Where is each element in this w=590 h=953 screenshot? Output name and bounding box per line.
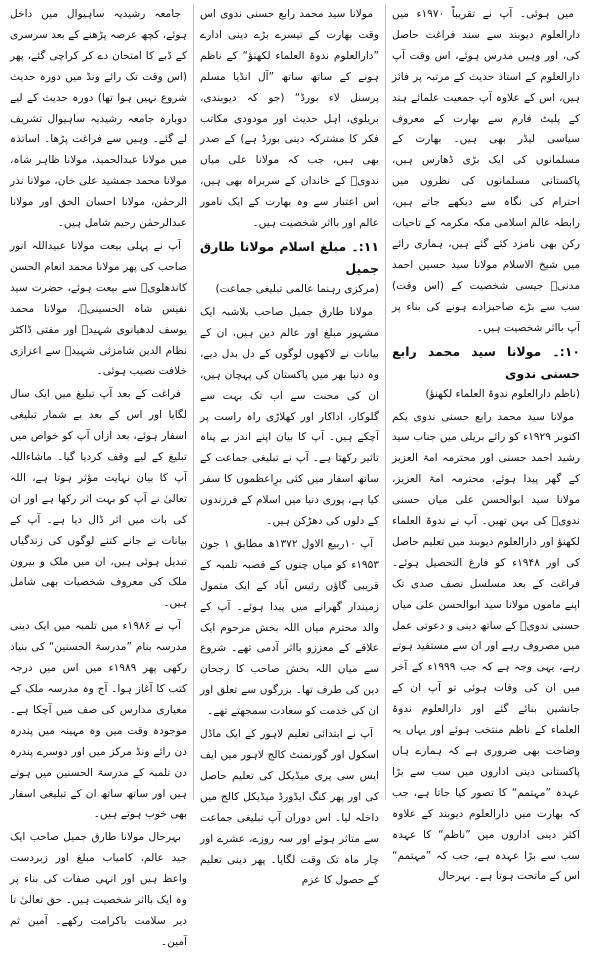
section-subheading: (ناظم دارالعلوم ندوۃ العلماء لکھنؤ)	[425, 387, 580, 400]
paragraph: آپ نے ۱۹۸۶ء میں تلمبہ میں ایک دینی مدرسہ بنام ”مدرسۃ الحسنین“ کی بنیاد رکھی پھر ۱۹۸۹ء میں اس میں درجہ کتب کا آغاز ہوا۔ آج وہ مدرسہ ملک کے معیاری مدارس کی صف میں آچکا ہے۔ موجودہ وقت میں وہ مہینہ میں پندرہ دن رائے ونڈ مرکز میں اور دوسرے پندرہ دن تلمبہ کے مدرسۃ الحسنین میں ہوتے ہیں اور ساتھ ساتھ ان کے تبلیغی اسفار بھی خوب ہوتے ہیں۔	[10, 620, 187, 821]
paragraph: آپ ۱۰ربیع الاول ۱۳۷۲ھ مطابق ۱ جون ۱۹۵۳ء کو میاں چنوں کے قصبہ تلمبہ کے قریبی گاؤں رئیس آباد کے ایک متمول زمیندار گھرانے میں پیدا ہوئے۔ آپ کے والد محترم میاں اللہ بخش مرحوم ایک علاقے کے معززو بااثر آدمی تھے۔ شروع سے میاں اللہ بخش صاحب کا رجحان دین کی طرف تھا۔ بزرگوں سے تعلق اور ان کی خدمت کو سعادت سمجھتے تھے۔	[200, 537, 379, 718]
paragraph: آپ نے ابتدائی تعلیم لاہور کے ایک ماڈل اسکول اور گورنمنٹ کالج لاہور میں ایف ایس سی پری میڈیکل کی تعلیم حاصل کی اور پھر کنگ ایڈورڈ میڈیکل کالج میں داخلہ لیا۔ اس دوران آپ تبلیغی جماعت سے متاثر ہوئے اور سہ روزے، عشرے اور چار ماہ تک وقت لگایا۔ پھر دینی تعلیم کے حصول کا عزم	[200, 728, 379, 887]
text-column-right	[386, 4, 586, 883]
paragraph: مولانا سید محمد رابع حسنی ندوی یکم اکتوبر ۱۹۲۹ء کو رائے بریلی میں جناب سید رشید احمد حسنی اور محترمہ امۃ العزیز کے گھر پیدا ہوئے، محترمہ امۃ العزیز، مولانا سید ابوالحسن علی میاں حسنی ندویؒ کی بہن تھیں۔ آپ نے ندوۃ العلماء لکھنؤ اور دارالعلوم دیوبند میں تعلیم حاصل کی اور ۱۹۴۸ء کو فارغ التحصیل ہوئے۔ فراغت کے بعد مسلسل نصف صدی تک اپنے ماموں مولانا سید ابوالحسن علی میاں حسنی ندویؒ کے ساتھ دینی و دعوتی عمل میں مصروف رہے اور ان سے مستفید ہوتے رہے، یہی وجہ ہے کہ جب ۱۹۹۹ء کے آخر میں ان کی وفات ہوئی تو آپ ان کے جانشین بنائے گئے اور دارالعلوم ندوۃ العلماء کے ناظم منتخب ہوئے اور یہاں یہ وضاحت بھی ضروری ہے کہ ہمارے ہاں پاکستانی دینی اداروں میں سب سے بڑا عہدہ ”مہتمم“ کا تصور کیا جاتا ہے، جب کہ بھارت میں دارالعلوم دیوبند کے علاوہ اکثر دینی اداروں میں ”ناظم“ کا عہدہ سب سے بڑا عہدہ ہے، جب کہ ”مہتمم“ اس کے ماتحت ہوتا ہے۔ بہرحال	[392, 410, 580, 883]
section-subheading: (مرکزی رہنما عالمی تبلیغی جماعت)	[215, 282, 379, 295]
paragraph: فراغت کے بعد آپ تبلیغ میں ایک سال لگایا اور اس کے بعد بے شمار تبلیغی اسفار ہوئے، بعد ازاں آپ کو خواص میں تبلیغ کے لیے وقف کردیا گیا۔ ماشاءاللہ آپ کا بیان نہایت مؤثر ہوتا ہے، اللہ تعالیٰ نے آپ کو بہت اثر رکھا ہے اور ان کی بات میں اثر ڈال دیا ہے۔ آپ کے بیانات نے جانے کتنے لوگوں کی زندگیاں تبدیل ہوئی ہیں، ان میں ملک و بیرون ملک کی معروف شخصیات بھی شامل ہیں۔	[10, 388, 187, 610]
section-heading: ۱۰:۔ مولانا سید محمد رابع حسنی ندوی	[392, 343, 580, 381]
section-heading: ۱۱:۔ مبلغ اسلام مولانا طارق جمیل	[200, 238, 379, 276]
paragraph: آپ نے پہلی بیعت مولانا عبیداللہ انور صاحب کی پھر مولانا محمد انعام الحسن کاندھلویؒ سے بیعت ہوئے، حضرت سید نفیس شاہ الحسینیؒ، مولانا محمد یوسف لدھیانوی شہیدؒ اور مفتی ڈاکٹر نظام الدین شامزئی شہیدؒ سے اعزازی خلافت نصیب ہوئی۔	[10, 239, 187, 378]
paragraph: مولانا سید محمد رابع حسنی ندوی اس وقت بھارت کے تیسرے بڑے دینی ادارے ”دارالعلوم ندوۃ العلماء لکھنؤ“ کے ناظم ہونے کے ساتھ ساتھ ”آل انڈیا مسلم پرسنل لاء بورڈ“ (جو کہ دیوبندی، بریلوی، اہل حدیث اور مودودی مکاتب فکر کا مشترکہ دینی بورڈ ہے) کے صدر بھی ہیں، جب کہ مولانا علی میاں ندویؒ کے خاندان کے سربراہ بھی ہیں، اس اعتبار سے وہ بھارت کے ایک نامور عالم اور بااثر شخصیت ہیں۔	[200, 8, 379, 230]
paragraph: بہرحال مولانا طارق جمیل صاحب ایک جید عالم، کامیاب مبلغ اور زبردست واعظ ہیں اور انہی صفات کی بناء پر وہ ایک بااثر شخصیت ہیں۔ حق تعالیٰ تا دیر سلامت باکرامت رکھے۔ آمین ثم آمین۔	[10, 831, 187, 948]
paragraph: میں ہوئی۔ آپ نے تقریباً ۱۹۷۰ء میں دارالعلوم دیوبند سے سند فراغت حاصل کی، اور وہیں مدرس ہوئے، اس وقت آپ دارالعلوم کے استاذ حدیث کے مرتبہ پر فائز ہیں، اس کے علاوہ آپ جمعیت علمائے ہند کے پلیٹ فارم سے بھارت کے معروف سیاسی لیڈر بھی ہیں۔ بھارت کے مسلمانوں کی ایک بڑی ڈھارس ہیں، پاکستانی مسلمانوں کی نظروں میں احترام کی نگاہ سے دیکھے جاتے ہیں، رابطہ عالم اسلامی مکہ مکرمہ کے تاحیات رکن بھی نامزد کئے گئے ہیں، ہماری رائے میں شیخ الاسلام مولانا سید حسین احمد مدنیؒ جیسی شخصیت کے (اس وقت) سب سے بڑے صاحبزادے ہونے کی بناء پر آپ بااثر شخصیت ہیں۔	[392, 8, 580, 334]
text-column-middle	[193, 4, 386, 887]
paragraph: جامعہ رشیدیہ ساہیوال میں داخل ہوئے، کچھ عرصہ پڑھنے کے بعد سرسری کے ڈبے کا امتحان دے کر کراچی گئے، پھر (اس وقت تک رائے ونڈ میں دورہ حدیث شروع نہیں ہوا تھا) دورہ حدیث کے لیے دوبارہ جامعہ رشیدیہ ساہیوال تشریف لے گئے۔ وہیں سے فراغت پڑھا۔ اساتذہ میں مولانا عبدالحمید، مولانا ظاہر شاہ، مولانا محمد جمشید علی خان، مولانا نذر الرحمٰن، مولانا احسان الحق اور مولانا عبدالرحمٰن رحیم شامل ہیں۔	[10, 8, 187, 230]
text-column-left	[4, 4, 193, 948]
paragraph: مولانا طارق جمیل صاحب بلاشبہ ایک مشہور مبلغ اور عالم دین ہیں، ان کے بیانات نے لاکھوں لوگوں کے دل بدل دیے، وہ دنیا بھر میں پاکستان کی پہچان ہیں، ان کی محنت سے اب تک بہت سے گلوکار، اداکار اور کھلاڑی راہ راست پر آچکے ہیں۔ آپ کا بیان اپنے اندر بے پناہ تاثیر رکھتا ہے۔ آپ نے تبلیغی جماعت کے ساتھ اسفار میں کئی برِاعظموں کا سفر کیا ہے، پوری دنیا میں اسلام کے فرزندوں کے دلوں کی دھڑکن ہیں۔	[200, 305, 379, 528]
